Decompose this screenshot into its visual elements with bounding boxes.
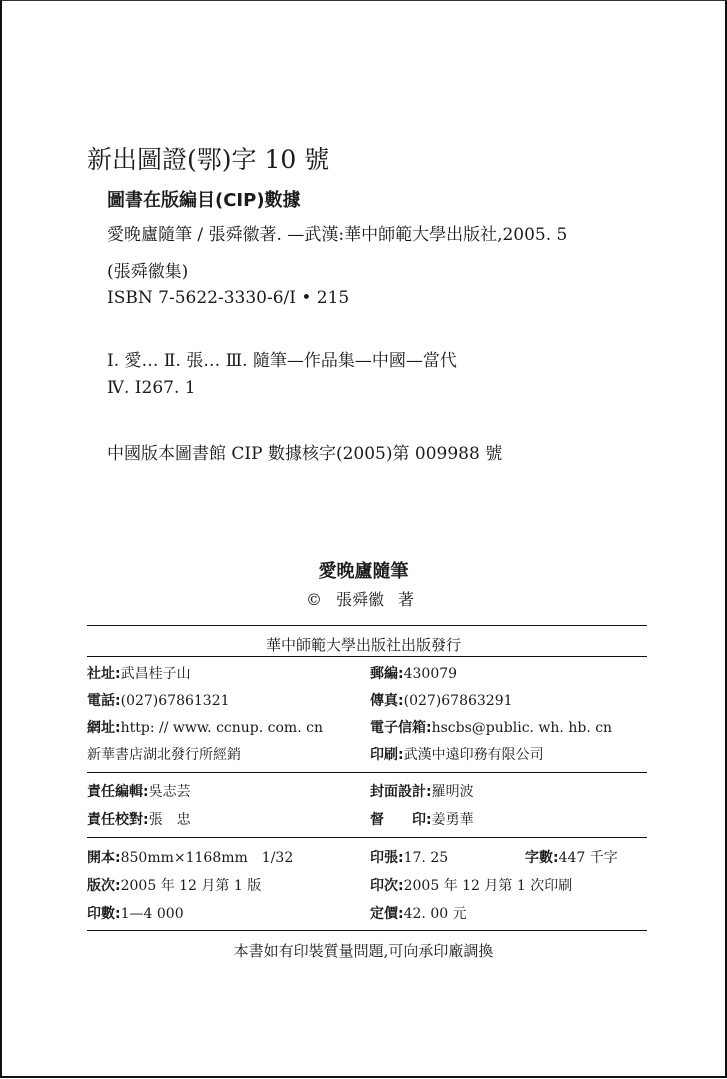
divider-editors (87, 837, 647, 838)
copies-value: 1—4 000 (120, 906, 184, 922)
printing-value: 2005 年 12 月第 1 次印刷 (403, 878, 573, 894)
divider-publisher (87, 656, 647, 657)
author-name: 張舜徽 (336, 590, 385, 609)
fax-label: 傳真: (370, 693, 404, 709)
website-value: http: // www. ccnup. com. cn (120, 720, 323, 736)
distributor-field: 新華書店湖北發行所經銷 (87, 747, 241, 763)
cip-isbn-line: ISBN 7-5622-3330-6/I • 215 (107, 288, 350, 308)
address-value: 武昌桂子山 (120, 666, 191, 682)
divider-info (87, 772, 647, 773)
footer-note: 本書如有印裝質量問題,可向承印廠調換 (233, 942, 494, 960)
address-label: 社址: (87, 666, 121, 682)
cip-classification-line: Ⅳ. I267. 1 (107, 378, 196, 398)
cover-design-label: 封面設計: (370, 784, 432, 800)
fax-field (370, 690, 513, 710)
proofreader-field (87, 809, 191, 829)
phone-value: (027)67861321 (120, 693, 230, 709)
copies-field (87, 903, 184, 923)
phone-label: 電話: (87, 693, 121, 709)
printer-label: 印刷: (370, 747, 404, 763)
editor-label: 責任編輯: (87, 784, 149, 800)
printer-value: 武漢中遠印務有限公司 (403, 747, 544, 763)
fax-value: (027)67863291 (403, 693, 513, 709)
divider-bottom (87, 930, 647, 931)
postcode-label: 郵編: (370, 666, 404, 682)
phone-field (87, 690, 230, 710)
cover-design-field (370, 781, 474, 801)
editor-field (87, 781, 191, 801)
edition-field (87, 875, 261, 895)
word-count-field (525, 847, 618, 867)
sheets-label: 印張: (370, 850, 404, 866)
sheets-field (370, 847, 448, 867)
book-author-line (306, 587, 428, 610)
edition-label: 版次: (87, 878, 121, 894)
price-field (370, 903, 467, 923)
price-label: 定價: (370, 906, 404, 922)
word-count-label: 字數: (525, 850, 559, 866)
print-supervisor-field (370, 809, 474, 829)
cip-heading: 圖書在版編目(CIP)數據 (107, 190, 301, 211)
print-supervisor-label: 督 印: (370, 812, 432, 828)
email-value: hscbs@public. wh. hb. cn (431, 720, 613, 736)
address-field (87, 663, 191, 683)
postcode-field (370, 663, 457, 683)
cip-subjects-line: Ⅰ. 愛… Ⅱ. 張… Ⅲ. 隨筆—作品集—中國—當代 (107, 351, 457, 371)
author-role: 著 (398, 590, 415, 609)
book-title: 愛晚廬隨筆 (318, 561, 409, 582)
proofreader-label: 責任校對: (87, 812, 149, 828)
cip-record-line: 愛晚廬隨筆 / 張舜徽著. —武漢:華中師範大學出版社,2005. 5 (107, 225, 568, 245)
proofreader-value: 張 忠 (148, 812, 191, 828)
copies-label: 印數: (87, 906, 121, 922)
cip-series-line: (張舜徽集) (107, 262, 189, 282)
website-label: 網址: (87, 720, 121, 736)
editor-value: 吳志芸 (148, 784, 191, 800)
copyright-symbol: © (306, 590, 322, 609)
divider-top (87, 625, 647, 626)
email-field (370, 717, 612, 737)
print-supervisor-value: 姜勇華 (431, 812, 474, 828)
cip-core-data-line: 中國版本圖書館 CIP 數據核字(2005)第 009988 號 (107, 444, 503, 464)
printer-field (370, 744, 544, 764)
cover-design-value: 羅明波 (431, 784, 474, 800)
edition-value: 2005 年 12 月第 1 版 (120, 878, 262, 894)
publisher-line: 華中師範大學出版社出版發行 (265, 636, 461, 654)
format-field (87, 847, 293, 867)
postcode-value: 430079 (403, 666, 458, 682)
printing-field (370, 875, 572, 895)
website-field (87, 717, 323, 737)
price-value: 42. 00 元 (403, 906, 467, 922)
publication-permit-line: 新出圖證(鄂)字 10 號 (87, 145, 330, 174)
format-label: 開本: (87, 850, 121, 866)
word-count-value: 447 千字 (558, 850, 618, 866)
sheets-value: 17. 25 (403, 850, 449, 866)
email-label: 電子信箱: (370, 720, 432, 736)
format-value: 850mm×1168mm 1/32 (120, 850, 294, 866)
printing-label: 印次: (370, 878, 404, 894)
